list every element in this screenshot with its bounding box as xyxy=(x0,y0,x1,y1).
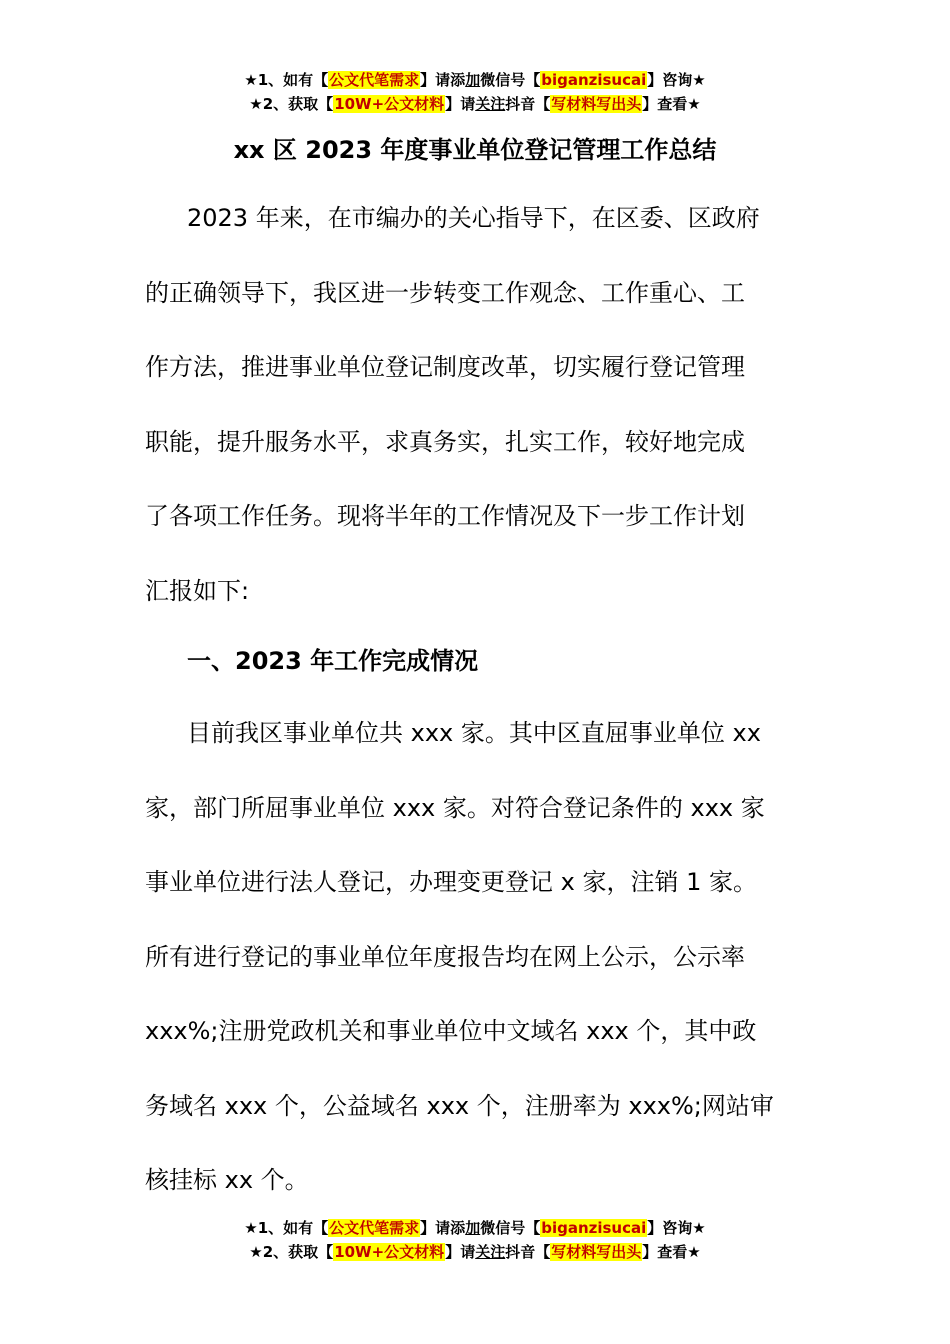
promo-banner-top xyxy=(0,68,950,116)
document-title: xx 区 2023 年度事业单位登记管理工作总结 xyxy=(233,136,717,164)
promo-text: 】请添 xyxy=(420,71,466,89)
promo-text: 抖音【 xyxy=(505,95,551,113)
paragraph-line: 家，部门所屈事业单位 xxx 家。对符合登记条件的 xxx 家 xyxy=(145,793,765,822)
promo-highlight: 公文代笔需求 xyxy=(329,1219,420,1237)
promo-text: 】咨询★ xyxy=(647,71,706,89)
promo-text: 微信号【 xyxy=(480,71,541,89)
paragraph-section-1 xyxy=(145,696,805,1218)
promo-line-2 xyxy=(0,1240,950,1264)
promo-highlight: 公文代笔需求 xyxy=(329,71,420,89)
promo-text: ★2、获取【 xyxy=(249,1243,334,1261)
paragraph-line: xxx%;注册党政机关和事业单位中文域名 xxx 个，其中政 xyxy=(145,1017,757,1045)
paragraph-line: 事业单位进行法人登记，办理变更登记 x 家，注销 1 家。 xyxy=(145,868,757,896)
promo-underline: 加 xyxy=(465,71,481,89)
section-heading: 一、2023 年工作完成情况 xyxy=(187,647,479,675)
promo-text: ★1、如有【 xyxy=(244,1219,329,1237)
paragraph-line: 了各项工作任务。现将半年的工作情况及下一步工作计划 xyxy=(145,502,745,530)
paragraph-line: 作方法，推进事业单位登记制度改革，切实履行登记管理 xyxy=(145,353,745,381)
promo-highlight-wechat-id: biganzisucai xyxy=(541,71,647,89)
promo-banner-bottom xyxy=(0,1216,950,1264)
promo-text: 】请 xyxy=(445,1243,476,1261)
promo-text: 】请 xyxy=(445,95,476,113)
promo-text: ★1、如有【 xyxy=(244,71,329,89)
promo-underline: 关注 xyxy=(475,95,506,113)
paragraph-intro xyxy=(145,181,805,628)
paragraph-line: 职能，提升服务水平，求真务实，扎实工作，较好地完成 xyxy=(145,427,745,456)
promo-line-1 xyxy=(0,1216,950,1240)
promo-text: 】查看★ xyxy=(642,95,701,113)
paragraph-line: 的正确领导下，我区进一步转变工作观念、工作重心、工 xyxy=(145,278,745,307)
promo-text: 】咨询★ xyxy=(647,1219,706,1237)
promo-highlight-douyin: 写材料写出头 xyxy=(551,1243,642,1261)
promo-underline: 加 xyxy=(465,1219,481,1237)
promo-text: ★2、获取【 xyxy=(249,95,334,113)
promo-highlight: 10W+公文材料 xyxy=(334,1243,445,1261)
promo-text: 】查看★ xyxy=(642,1243,701,1261)
paragraph-line: 所有进行登记的事业单位年度报告均在网上公示，公示率 xyxy=(145,942,745,971)
paragraph-line: 目前我区事业单位共 xxx 家。其中区直屈事业单位 xx xyxy=(187,719,761,747)
promo-highlight-douyin: 写材料写出头 xyxy=(551,95,642,113)
paragraph-line: 务域名 xxx 个，公益域名 xxx 个，注册率为 xxx%;网站审 xyxy=(145,1091,774,1120)
paragraph-line: 2023 年来，在市编办的关心指导下，在区委、区政府 xyxy=(187,204,760,232)
promo-underline: 关注 xyxy=(475,1243,506,1261)
paragraph-line: 核挂标 xx 个。 xyxy=(145,1166,309,1194)
paragraph-line: 汇报如下: xyxy=(145,576,250,605)
promo-text: 微信号【 xyxy=(480,1219,541,1237)
promo-line-1 xyxy=(0,68,950,92)
promo-text: 】请添 xyxy=(420,1219,466,1237)
promo-highlight-wechat-id: biganzisucai xyxy=(541,1219,647,1237)
promo-line-2 xyxy=(0,92,950,116)
promo-highlight: 10W+公文材料 xyxy=(334,95,445,113)
promo-text: 抖音【 xyxy=(505,1243,551,1261)
